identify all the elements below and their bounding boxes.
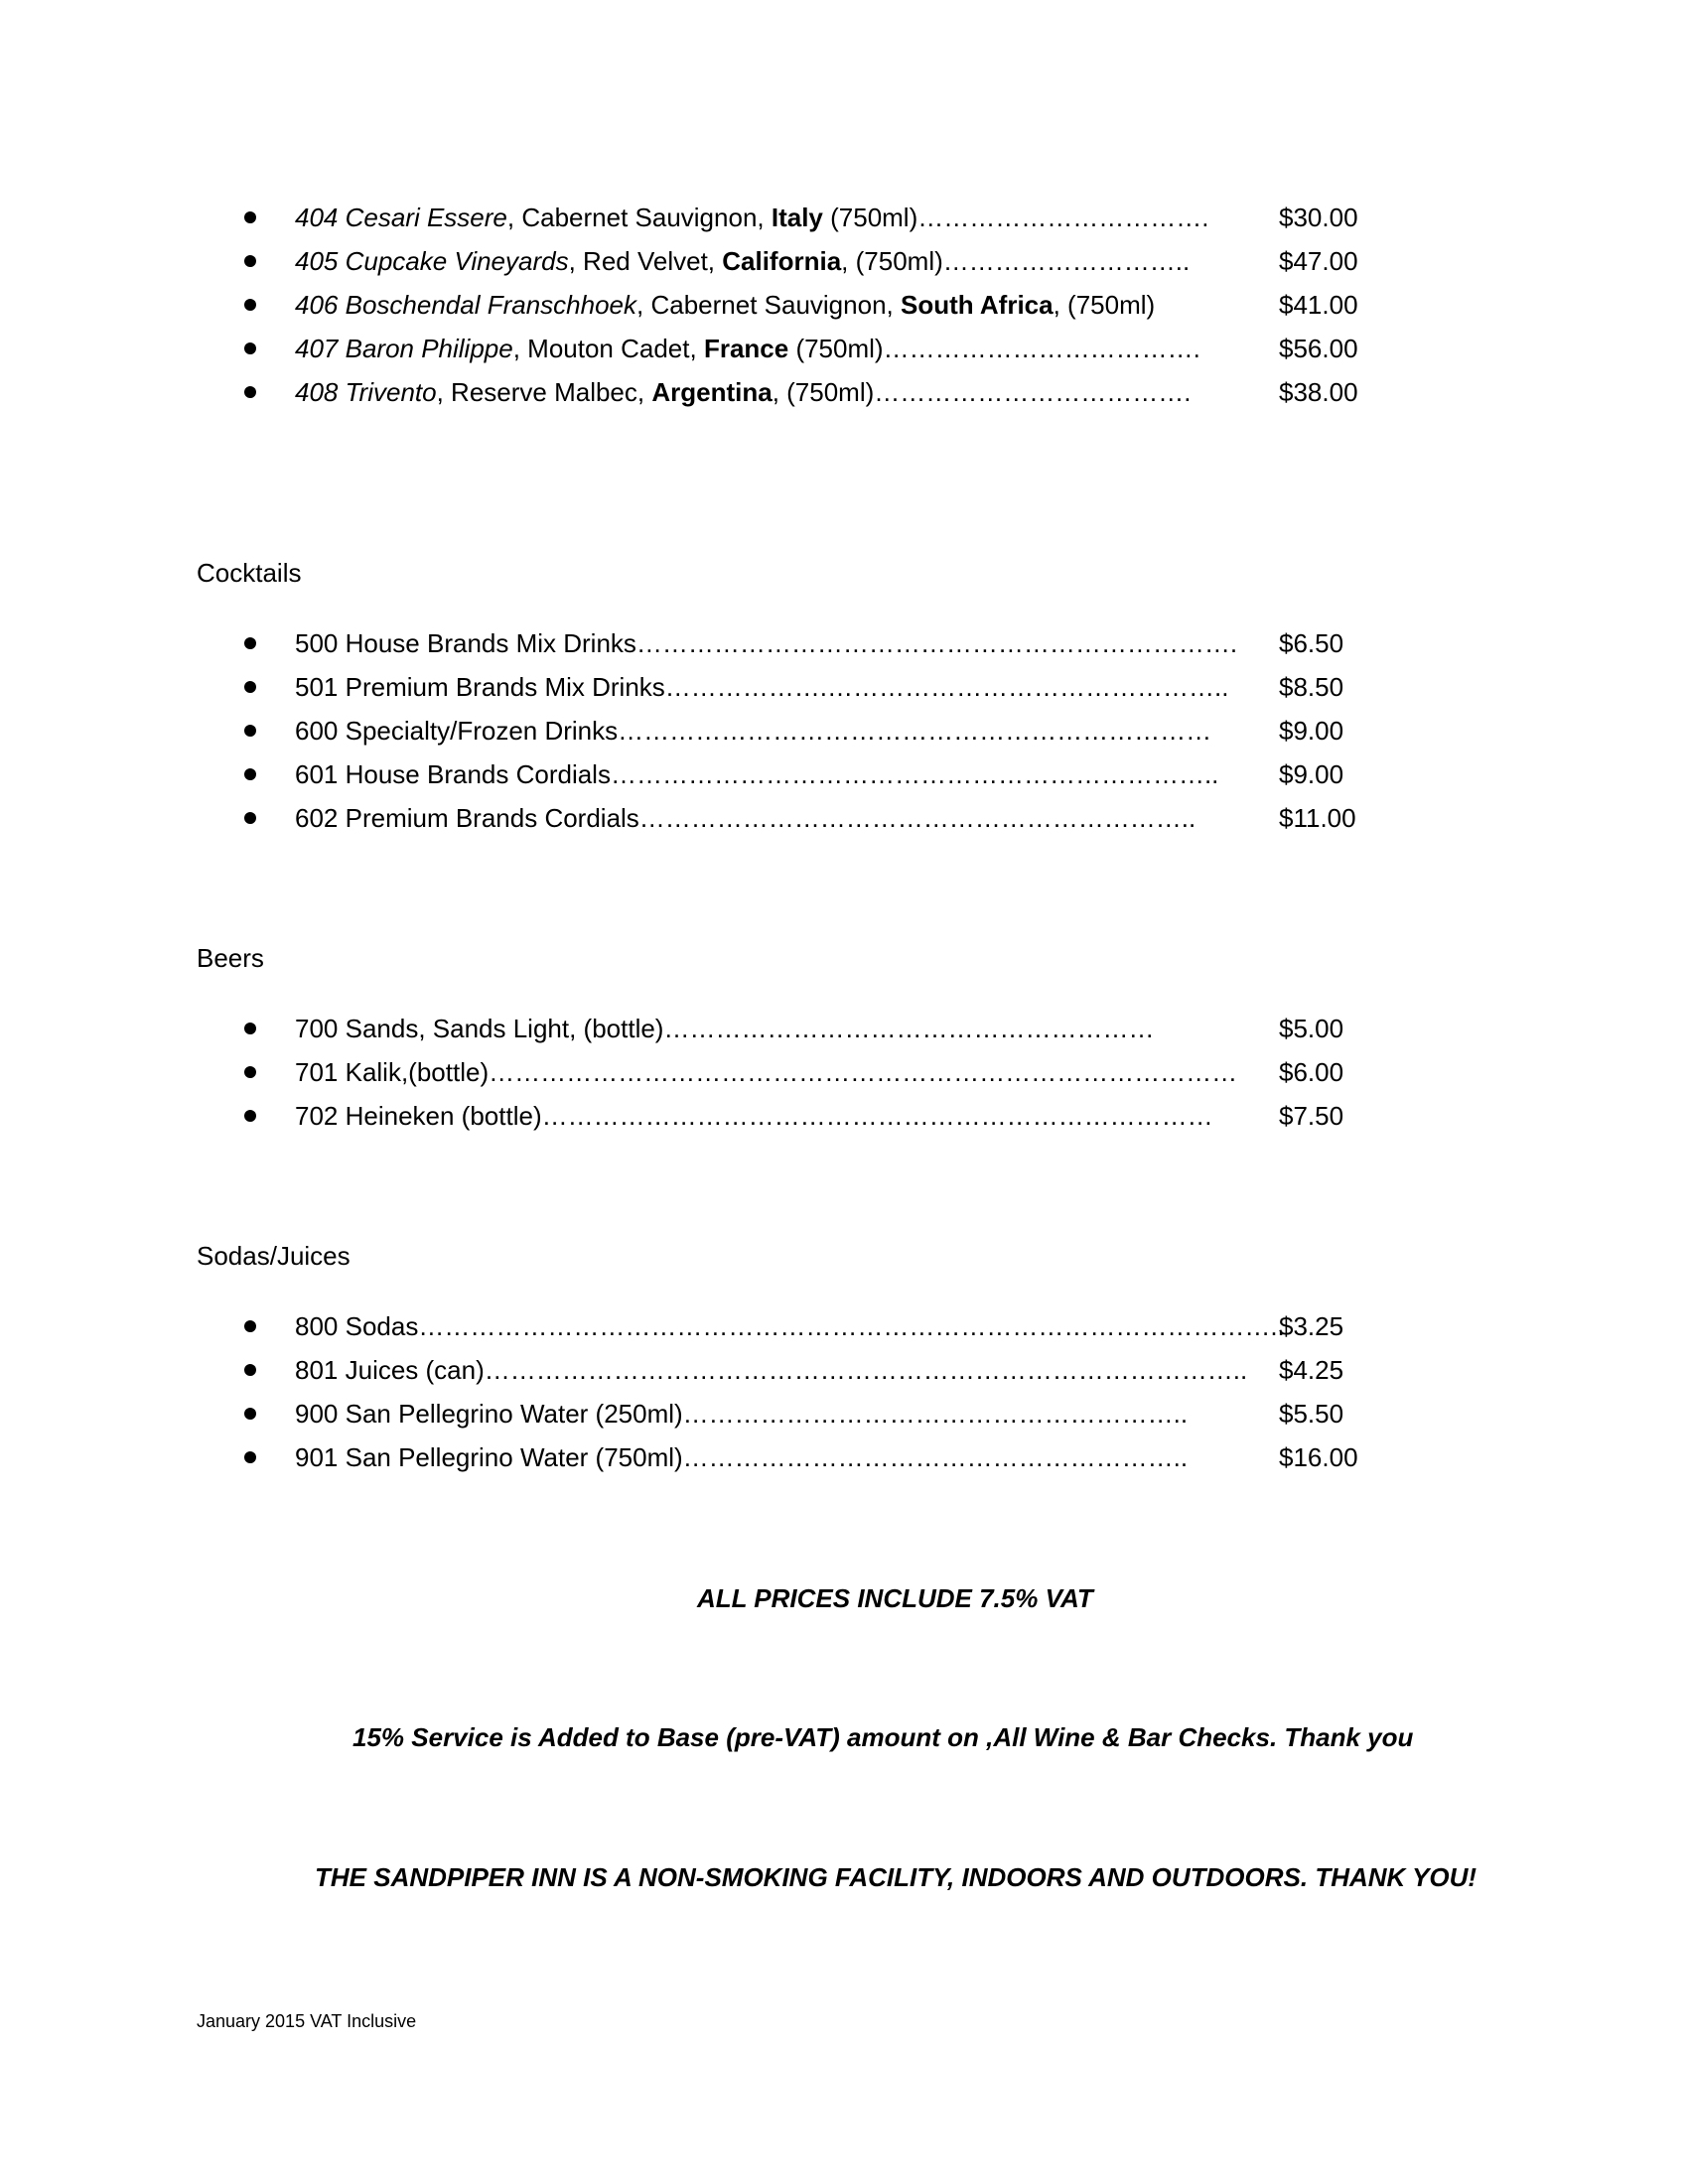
non-smoking-note: THE SANDPIPER INN IS A NON-SMOKING FACILITY, INDOORS AND OUTDOORS. THANK YOU! xyxy=(315,1862,1477,1892)
bullet-icon xyxy=(244,1350,258,1390)
item-price: $5.00 xyxy=(1279,1014,1344,1043)
item-description: 801 Juices (can)…………………………………………………………………………….. xyxy=(295,1355,1248,1385)
section-title-cocktails: Cocktails xyxy=(197,558,302,588)
list-item xyxy=(0,1394,1688,1433)
section-title-sodas: Sodas/Juices xyxy=(197,1241,351,1271)
bullet-icon xyxy=(244,1394,258,1433)
bullet-icon xyxy=(244,1096,258,1136)
bullet-icon xyxy=(244,1306,258,1346)
item-price: $30.00 xyxy=(1279,203,1358,232)
list-item xyxy=(0,667,1688,707)
item-description: 601 House Brands Cordials…………………………………………………………….. xyxy=(295,759,1219,789)
list-item xyxy=(0,1052,1688,1092)
list-item xyxy=(0,623,1688,663)
bullet-icon xyxy=(244,1052,258,1092)
list-item xyxy=(0,1096,1688,1136)
item-price: $47.00 xyxy=(1279,246,1358,276)
item-description: 901 San Pellegrino Water (750ml)………………………………………………….. xyxy=(295,1442,1189,1472)
item-price: $7.50 xyxy=(1279,1101,1344,1131)
item-price: $8.50 xyxy=(1279,672,1344,702)
item-description: 702 Heineken (bottle)…………………………………………………………………… xyxy=(295,1101,1213,1131)
item-price: $9.00 xyxy=(1279,759,1344,789)
list-item xyxy=(0,1009,1688,1048)
list-item xyxy=(0,1306,1688,1346)
item-description: 701 Kalik,(bottle)…………………………………………………………………………… xyxy=(295,1057,1238,1087)
item-description: 900 San Pellegrino Water (250ml)………………………………………………….. xyxy=(295,1399,1189,1429)
list-item xyxy=(0,285,1688,325)
service-note: 15% Service is Added to Base (pre-VAT) amount on ,All Wine & Bar Checks. Thank you xyxy=(352,1722,1414,1752)
item-price: $9.00 xyxy=(1279,716,1344,746)
list-item xyxy=(0,198,1688,237)
bullet-icon xyxy=(244,798,258,838)
bullet-icon xyxy=(244,241,258,281)
bullet-icon xyxy=(244,1437,258,1477)
item-price: $4.25 xyxy=(1279,1355,1344,1385)
item-description: 406 Boschendal Franschhoek, Cabernet Sauvignon, South Africa, (750ml) xyxy=(295,290,1156,320)
list-item xyxy=(0,1437,1688,1477)
footer-text: January 2015 VAT Inclusive xyxy=(197,2011,417,2031)
bullet-icon xyxy=(244,754,258,794)
item-description: 800 Sodas……………………………………………………………………………………….. xyxy=(295,1311,1285,1341)
item-description: 600 Specialty/Frozen Drinks…………………………………………………………… xyxy=(295,716,1212,746)
bullet-icon xyxy=(244,198,258,237)
list-item xyxy=(0,329,1688,368)
bullet-icon xyxy=(244,623,258,663)
item-price: $6.50 xyxy=(1279,628,1344,658)
item-price: $11.00 xyxy=(1279,803,1356,833)
list-item xyxy=(0,754,1688,794)
item-description: 602 Premium Brands Cordials……………………………………………………….. xyxy=(295,803,1196,833)
item-price: $16.00 xyxy=(1279,1442,1358,1472)
item-price: $41.00 xyxy=(1279,290,1358,320)
section-title-beers: Beers xyxy=(197,943,264,973)
bullet-icon xyxy=(244,667,258,707)
list-item xyxy=(0,798,1688,838)
item-price: $6.00 xyxy=(1279,1057,1344,1087)
list-item xyxy=(0,1350,1688,1390)
item-price: $56.00 xyxy=(1279,334,1358,363)
item-description: 408 Trivento, Reserve Malbec, Argentina, (750ml)………………………………. xyxy=(295,377,1192,407)
list-item xyxy=(0,241,1688,281)
vat-note: ALL PRICES INCLUDE 7.5% VAT xyxy=(697,1583,1093,1613)
item-description: 501 Premium Brands Mix Drinks……………….……………………………………….. xyxy=(295,672,1229,702)
bullet-icon xyxy=(244,372,258,412)
list-item xyxy=(0,711,1688,751)
bullet-icon xyxy=(244,711,258,751)
item-description: 407 Baron Philippe, Mouton Cadet, France (750ml)………………………………. xyxy=(295,334,1200,363)
list-item xyxy=(0,372,1688,412)
bullet-icon xyxy=(244,329,258,368)
item-description: 404 Cesari Essere, Cabernet Sauvignon, Italy (750ml)……………………………. xyxy=(295,203,1209,232)
item-description: 500 House Brands Mix Drinks……………………………………………………………. xyxy=(295,628,1238,658)
item-price: $5.50 xyxy=(1279,1399,1344,1429)
bullet-icon xyxy=(244,1009,258,1048)
item-description: 700 Sands, Sands Light, (bottle)………………………………………………… xyxy=(295,1014,1155,1043)
item-price: $38.00 xyxy=(1279,377,1358,407)
item-description: 405 Cupcake Vineyards, Red Velvet, California, (750ml)……………………….. xyxy=(295,246,1191,276)
bullet-icon xyxy=(244,285,258,325)
item-price: $3.25 xyxy=(1279,1311,1344,1341)
